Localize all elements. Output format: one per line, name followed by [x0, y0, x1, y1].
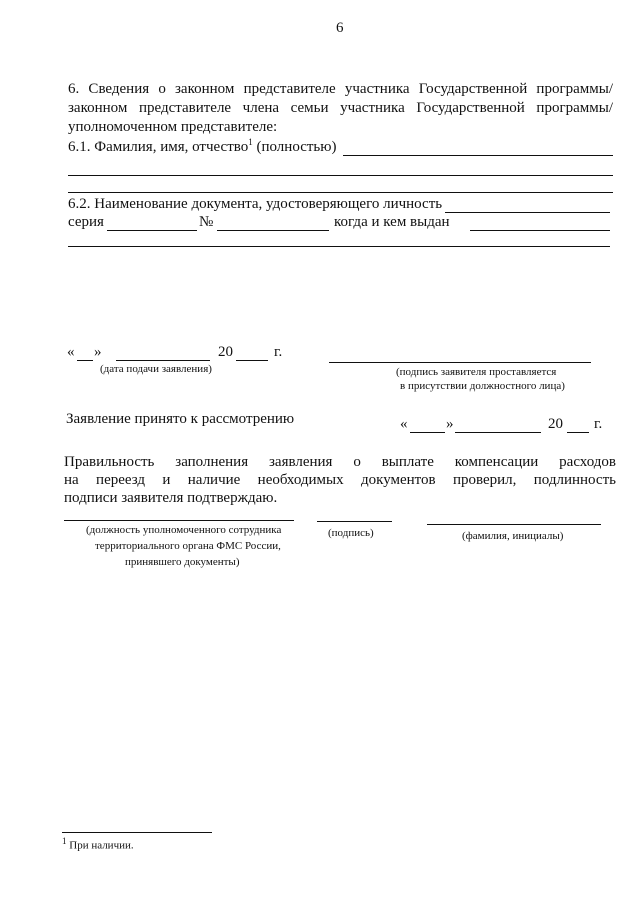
- officer-position-caption-3: принявшего документы): [125, 556, 240, 568]
- field-6-2-label: 6.2. Наименование документа, удостоверяющего личность: [68, 196, 443, 212]
- full-name-line-3[interactable]: [68, 192, 613, 193]
- footnote-text: [62, 836, 134, 852]
- field-6-1-label: [68, 137, 336, 156]
- section-6-line-2: законном представителе члена семьи участника Государственной программы/: [68, 100, 613, 116]
- issued-line-2[interactable]: [68, 246, 610, 247]
- number-sign-label: №: [199, 214, 214, 230]
- footnote-reference: 1: [248, 137, 253, 147]
- verification-line-2: на переезд и наличие необходимых документов проверил, подлинность: [64, 472, 616, 488]
- date-open-quote: «: [67, 344, 75, 360]
- accepted-year-suffix: г.: [594, 416, 603, 432]
- number-line[interactable]: [217, 230, 329, 231]
- verification-line-1: Правильность заполнения заявления о выплате компенсации расходов: [64, 454, 616, 470]
- date-month-line[interactable]: [116, 360, 210, 361]
- applicant-signature-line[interactable]: [329, 362, 591, 363]
- date-close-quote: »: [94, 344, 102, 360]
- accepted-year-line[interactable]: [567, 432, 589, 433]
- officer-signature-caption: (подпись): [328, 527, 374, 539]
- footnote-separator: [62, 832, 212, 833]
- footnote-body: При наличии.: [66, 839, 134, 852]
- issued-line-1[interactable]: [470, 230, 610, 231]
- full-name-line-2[interactable]: [68, 175, 613, 176]
- series-line[interactable]: [107, 230, 197, 231]
- page-number: 6: [336, 20, 344, 36]
- officer-name-line[interactable]: [427, 524, 601, 525]
- officer-signature-line[interactable]: [317, 521, 392, 522]
- accepted-close-quote: »: [446, 416, 454, 432]
- date-caption: (дата подачи заявления): [100, 363, 212, 375]
- full-name-label-suffix: (полностью): [252, 139, 337, 155]
- accepted-year-prefix: 20: [548, 416, 563, 432]
- full-name-label: 6.1. Фамилия, имя, отчество: [68, 139, 249, 155]
- applicant-signature-caption-2: в присутствии должностного лица): [400, 380, 565, 392]
- date-year-prefix: 20: [218, 344, 233, 360]
- document-name-line[interactable]: [445, 212, 610, 213]
- series-label: серия: [68, 214, 104, 230]
- footnote-mark: 1: [62, 836, 67, 846]
- officer-position-caption-2: территориального органа ФМС России,: [95, 540, 281, 552]
- accepted-day-line[interactable]: [410, 432, 445, 433]
- section-6-line-1: 6. Сведения о законном представителе участника Государственной программы/: [68, 81, 613, 97]
- date-year-line[interactable]: [236, 360, 268, 361]
- officer-position-line[interactable]: [64, 520, 294, 521]
- full-name-line-1[interactable]: [343, 155, 613, 156]
- officer-name-caption: (фамилия, инициалы): [462, 530, 564, 542]
- section-6-line-3: уполномоченном представителе:: [68, 119, 278, 135]
- applicant-signature-caption-1: (подпись заявителя проставляется: [396, 366, 557, 378]
- accepted-month-line[interactable]: [455, 432, 541, 433]
- accepted-open-quote: «: [400, 416, 408, 432]
- date-year-suffix: г.: [274, 344, 283, 360]
- accepted-label: Заявление принято к рассмотрению: [66, 411, 295, 427]
- date-day-line[interactable]: [77, 360, 93, 361]
- verification-line-3: подписи заявителя подтверждаю.: [64, 490, 278, 506]
- issued-label: когда и кем выдан: [334, 214, 450, 230]
- officer-position-caption-1: (должность уполномоченного сотрудника: [86, 524, 282, 536]
